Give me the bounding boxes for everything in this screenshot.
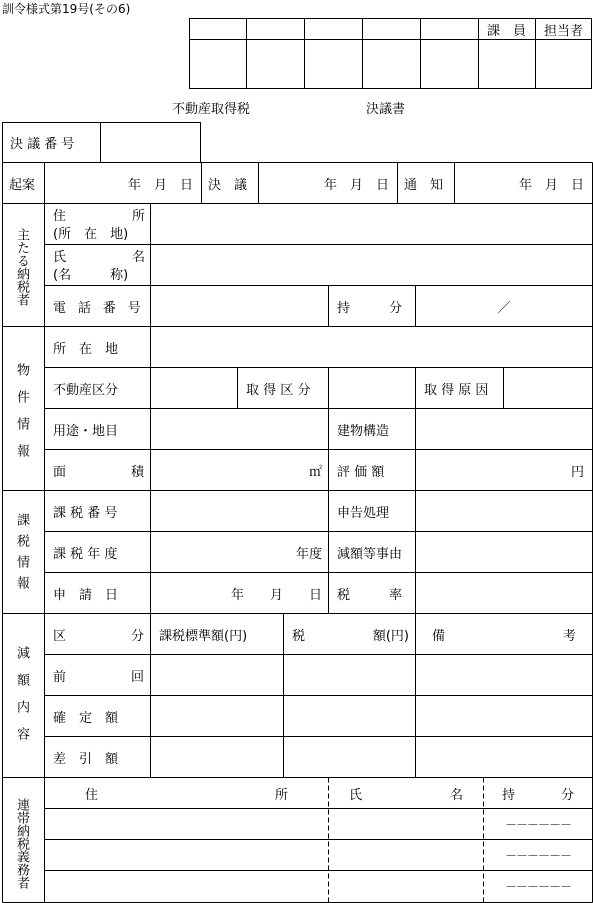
joint-section-label <box>13 788 29 898</box>
joint-row-1-address[interactable] <box>45 809 328 839</box>
fudousan-kubun-field[interactable] <box>151 368 237 408</box>
joint-row-2-address[interactable] <box>45 840 328 870</box>
kakutei-zeigaku-field[interactable] <box>284 696 415 736</box>
address-label-a: 住 <box>53 209 67 224</box>
joint-name-b: 名 <box>449 787 463 803</box>
joint-share-a: 持 <box>502 787 516 803</box>
stamp-kain-label: 課 員 <box>486 24 526 39</box>
kazei-nendo-field[interactable]: 年度 <box>295 546 322 562</box>
taxpayer-name-label <box>53 246 145 284</box>
kazei-bangou-label: 課 税 番 号 <box>53 505 118 521</box>
sashihiki-zeigaku-field[interactable] <box>284 737 415 777</box>
hyouka-label: 評 価 額 <box>337 464 385 480</box>
taxpayer-name-field[interactable] <box>151 245 592 285</box>
shinkoku-field[interactable] <box>416 491 592 531</box>
stamp-tantou-label: 担当者 <box>543 24 583 39</box>
kubun-header-b: 分 <box>130 628 144 644</box>
taxpayer-address-label <box>53 205 145 243</box>
zenkai-zeigaku-field[interactable] <box>284 655 415 695</box>
unit-yen: 円 <box>570 464 584 480</box>
share-label: 持 分 <box>337 300 403 316</box>
name-label-b: 名 <box>131 250 145 265</box>
zeigaku-header <box>284 614 415 654</box>
form-code: 訓令様式第19号(その6) <box>2 2 131 16</box>
name-label-a: 氏 <box>53 250 67 265</box>
taxpayer-section-label <box>13 222 29 312</box>
zeigaku-header-b: 額(円) <box>372 628 409 644</box>
tax-section-text: 課税情報 <box>14 513 29 597</box>
ketsugi-bangou-label: 決 議 番 号 <box>10 137 75 152</box>
kubun-header-a: 区 <box>53 628 67 644</box>
shinsei-label: 申 請 日 <box>53 587 119 603</box>
unit-m2: ㎡ <box>308 464 322 480</box>
hyouka-field[interactable] <box>416 450 592 490</box>
address-label-sub: (所 在 地) <box>53 227 129 242</box>
shinsei-date-field[interactable]: 年 月 日 <box>230 587 322 603</box>
name-label-sub: (名 称) <box>53 268 129 283</box>
kakutei-biko-field[interactable] <box>416 696 592 736</box>
sashihiki-label: 差 引 額 <box>53 751 119 767</box>
sashihiki-biko-field[interactable] <box>416 737 592 777</box>
sashihiki-hyoujun-field[interactable] <box>151 737 283 777</box>
joint-row-3-name[interactable] <box>329 871 483 902</box>
menseki-field[interactable] <box>151 450 328 490</box>
joint-row-1-name[interactable] <box>329 809 483 839</box>
zenkai-label-b: 回 <box>130 669 144 685</box>
taxpayer-address-field[interactable] <box>151 204 592 244</box>
zeiritsu-label: 税 率 <box>337 587 403 603</box>
zenkai-label-a: 前 <box>53 669 67 685</box>
joint-address-header <box>45 778 328 808</box>
kazei-bangou-field[interactable] <box>151 491 328 531</box>
joint-address-a: 住 <box>85 787 99 803</box>
kubun-header <box>45 614 150 654</box>
zeiritsu-field[interactable] <box>416 573 592 613</box>
location-label: 所 在 地 <box>53 341 119 357</box>
kian-label: 起案 <box>9 177 36 193</box>
gengaku-label: 減額等事由 <box>337 546 403 562</box>
approval-stamp-box <box>189 18 592 89</box>
youto-field[interactable] <box>151 409 328 449</box>
joint-row-3-share[interactable]: －－－－－－ <box>504 880 571 894</box>
joint-share-header <box>484 778 592 808</box>
phone-field[interactable] <box>151 286 328 326</box>
zenkai-label <box>45 655 150 695</box>
location-field[interactable] <box>151 327 592 367</box>
kouzou-field[interactable] <box>416 409 592 449</box>
joint-section-text: 連帯納税義務者 <box>14 797 29 889</box>
joint-name-a: 氏 <box>349 787 363 803</box>
joint-address-b: 所 <box>274 787 288 803</box>
menseki-label-b: 積 <box>130 464 144 480</box>
kian-date-field[interactable]: 年 月 日 <box>127 177 193 193</box>
fudousan-kubun-label: 不動産区分 <box>53 382 119 398</box>
shinkoku-label: 申告処理 <box>337 505 390 521</box>
ketsugi-label: 決 議 <box>208 177 248 193</box>
tsuchi-label: 通 知 <box>404 177 444 193</box>
shutoku-genin-field[interactable] <box>504 368 592 408</box>
phone-label: 電 話 番 号 <box>53 300 145 316</box>
tax-section-label <box>13 510 29 600</box>
ketsugi-date-field[interactable]: 年 月 日 <box>323 177 389 193</box>
hyoujun-header: 課税標準額(円) <box>159 628 248 644</box>
kakutei-hyoujun-field[interactable] <box>151 696 283 736</box>
reduction-section-label <box>13 640 29 760</box>
zeigaku-header-a: 税 <box>292 628 306 644</box>
joint-name-header <box>329 778 483 808</box>
zenkai-biko-field[interactable] <box>416 655 592 695</box>
biko-header-b: 考 <box>562 628 576 644</box>
menseki-label-a: 面 <box>53 464 67 480</box>
property-section-label <box>13 357 29 477</box>
address-label-b: 所 <box>131 209 145 224</box>
kazei-nendo-label: 課 税 年 度 <box>53 546 118 562</box>
joint-row-1-share[interactable]: －－－－－－ <box>504 817 571 832</box>
shutoku-kubun-field[interactable] <box>329 368 415 408</box>
property-section-text: 物件情報 <box>14 363 29 471</box>
taxpayer-section-text: 主たる納税者 <box>14 228 29 306</box>
document-subtitle: 決議書 <box>366 102 406 117</box>
tsuchi-date-field[interactable]: 年 月 日 <box>518 177 584 193</box>
ketsugi-bangou-field[interactable] <box>101 123 200 162</box>
kouzou-label: 建物構造 <box>337 423 390 439</box>
share-field[interactable]: ／ <box>497 300 511 316</box>
zenkai-hyoujun-field[interactable] <box>151 655 283 695</box>
document-title: 不動産取得税 <box>172 102 251 117</box>
kakutei-label: 確 定 額 <box>53 710 119 726</box>
biko-header <box>416 614 592 654</box>
joint-row-3-address[interactable] <box>45 871 328 902</box>
gengaku-field[interactable] <box>416 532 592 572</box>
youto-label: 用途・地目 <box>53 423 119 439</box>
reduction-section-text: 減額内容 <box>14 646 29 754</box>
joint-row-2-share[interactable]: －－－－－－ <box>504 848 571 863</box>
shutoku-genin-label: 取 得 原 因 <box>424 382 489 398</box>
menseki-label <box>45 450 150 490</box>
joint-row-2-name[interactable] <box>329 840 483 870</box>
biko-header-a: 備 <box>432 628 446 644</box>
joint-share-b: 分 <box>560 787 574 803</box>
shutoku-kubun-label: 取 得 区 分 <box>246 382 311 398</box>
